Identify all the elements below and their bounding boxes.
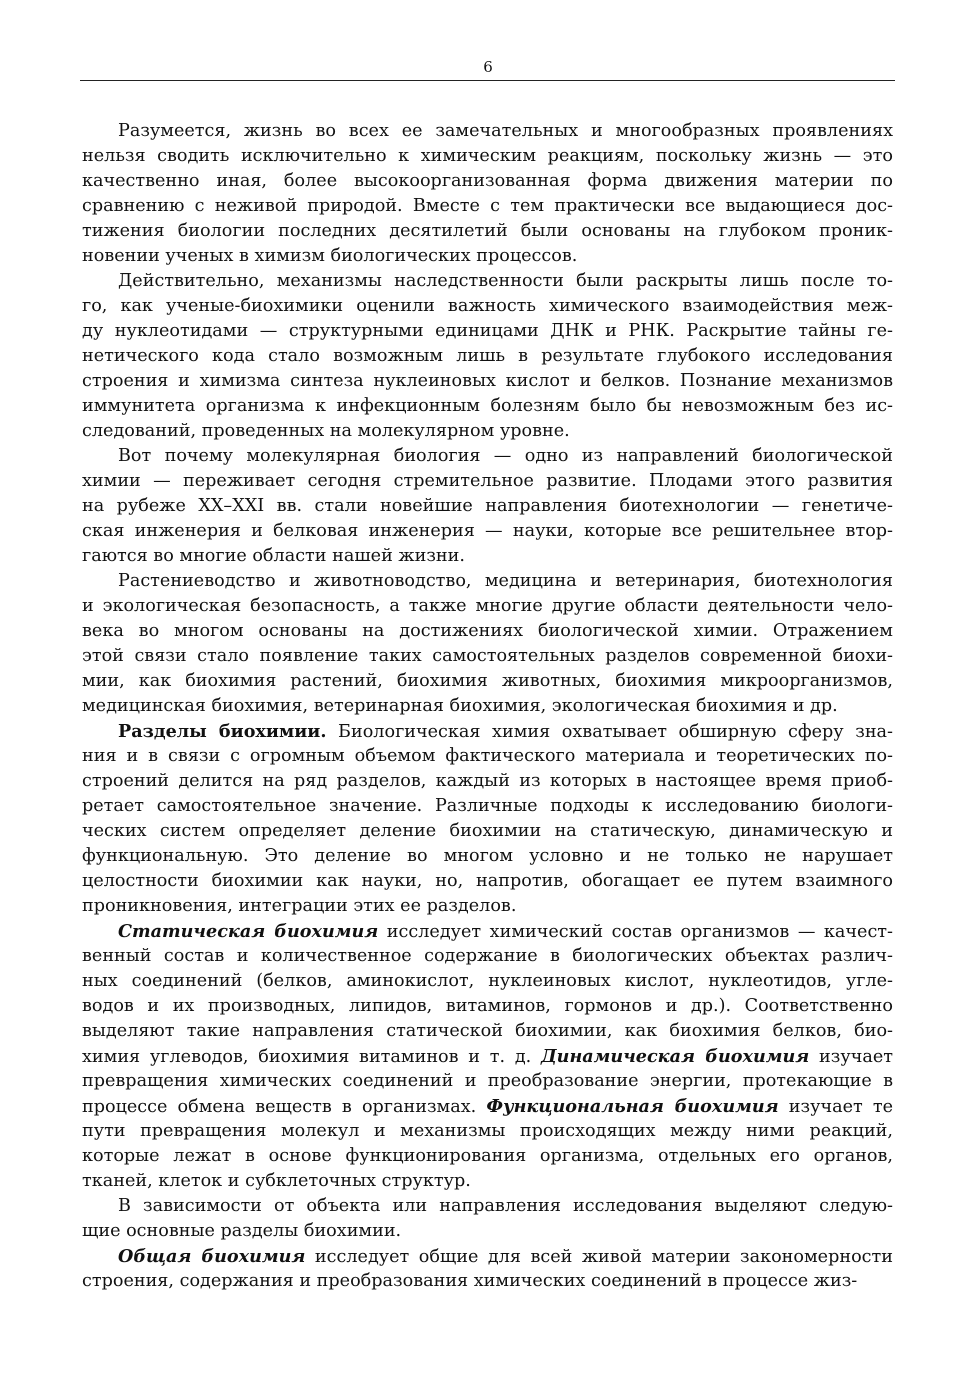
line-text: выделяют такие направления статической биохимии, как биохимия белков, био- bbox=[82, 1021, 893, 1041]
text-line bbox=[82, 919, 893, 944]
text-line bbox=[82, 419, 893, 444]
text-line bbox=[82, 394, 893, 419]
text-line bbox=[82, 1244, 893, 1269]
line-text: строения, содержания и преобразования химических соединений в процессе жиз- bbox=[82, 1271, 858, 1291]
emphasized-term: Разделы биохимии. bbox=[118, 721, 327, 742]
line-text: щие основные разделы биохимии. bbox=[82, 1221, 402, 1241]
line-text: го, как ученые-биохимики оценили важность химического взаимодействия меж- bbox=[82, 296, 893, 316]
text-line bbox=[82, 1119, 893, 1144]
emphasized-term: Статическая биохимия bbox=[118, 921, 379, 942]
line-text: В зависимости от объекта или направления исследования выделяют следую- bbox=[118, 1196, 893, 1216]
text-line bbox=[82, 1219, 893, 1244]
line-text: процессе обмена веществ в организмах. bbox=[82, 1097, 487, 1117]
text-line bbox=[82, 119, 893, 144]
text-line bbox=[82, 494, 893, 519]
text-line bbox=[82, 519, 893, 544]
line-text: венный состав и количественное содержание в биологических объектах различ- bbox=[82, 946, 893, 966]
text-line bbox=[82, 844, 893, 869]
text-line bbox=[82, 169, 893, 194]
line-text: гаются во многие области нашей жизни. bbox=[82, 546, 465, 566]
paragraph bbox=[82, 719, 893, 919]
text-line bbox=[82, 1069, 893, 1094]
line-text: которые лежат в основе функционирования организма, отдельных его органов, bbox=[82, 1146, 893, 1166]
line-text: проникновения, интеграции этих ее разделов. bbox=[82, 896, 517, 916]
text-line bbox=[82, 994, 893, 1019]
line-text: Разумеется, жизнь во всех ее замечательных и многообразных проявлениях bbox=[118, 121, 893, 141]
emphasized-term: Общая биохимия bbox=[118, 1246, 306, 1267]
line-text: водов и их производных, липидов, витаминов, гормонов и др.). Соответственно bbox=[82, 996, 893, 1016]
text-line bbox=[82, 969, 893, 994]
text-line bbox=[82, 319, 893, 344]
paragraph bbox=[82, 444, 893, 569]
line-text: целостности биохимии как науки, но, напротив, обогащает ее путем взаимного bbox=[82, 871, 893, 891]
line-text: строений делится на ряд разделов, каждый из которых в настоящее время приоб- bbox=[82, 771, 893, 791]
text-line bbox=[82, 1194, 893, 1219]
line-text: исследует общие для всей живой материи закономерности bbox=[305, 1247, 893, 1267]
line-text: века во многом основаны на достижениях биологической химии. Отражением bbox=[82, 621, 893, 641]
line-text: Действительно, механизмы наследственности были раскрыты лишь после то- bbox=[118, 271, 893, 291]
text-line bbox=[82, 144, 893, 169]
text-line bbox=[82, 569, 893, 594]
line-text: новении ученых в химизм биологических процессов. bbox=[82, 246, 578, 266]
text-line bbox=[82, 544, 893, 569]
text-line bbox=[82, 1144, 893, 1169]
line-text: нельзя сводить исключительно к химическим реакциям, поскольку жизнь — это bbox=[82, 146, 893, 166]
text-line bbox=[82, 1094, 893, 1119]
text-line bbox=[82, 1019, 893, 1044]
line-text: ская инженерия и белковая инженерия — науки, которые все решительнее втор- bbox=[82, 521, 893, 541]
text-line bbox=[82, 594, 893, 619]
text-line bbox=[82, 744, 893, 769]
line-text: сравнению с неживой природой. Вместе с тем практически все выдающиеся дос- bbox=[82, 196, 893, 216]
line-text: медицинская биохимия, ветеринарная биохимия, экологическая биохимия и др. bbox=[82, 696, 838, 716]
line-text: Растениеводство и животноводство, медицина и ветеринария, биотехнология bbox=[118, 571, 893, 591]
text-line bbox=[82, 469, 893, 494]
line-text: ретает самостоятельное значение. Различные подходы к исследованию биологи- bbox=[82, 796, 893, 816]
text-line bbox=[82, 244, 893, 269]
line-text: нетического кода стало возможным лишь в результате глубокого исследования bbox=[82, 346, 893, 366]
text-line bbox=[82, 694, 893, 719]
line-text: изучает те bbox=[778, 1097, 893, 1117]
text-line bbox=[82, 194, 893, 219]
text-line bbox=[82, 619, 893, 644]
paragraph bbox=[82, 569, 893, 719]
paragraph bbox=[82, 919, 893, 1194]
text-line bbox=[82, 1044, 893, 1069]
line-text: исследует химический состав организмов — качест- bbox=[378, 922, 893, 942]
text-line bbox=[82, 1169, 893, 1194]
line-text: ния и в связи с огромным объемом фактического материала и теоретических по- bbox=[82, 746, 893, 766]
emphasized-term: Динамическая биохимия bbox=[541, 1046, 810, 1067]
line-text: Биологическая химия охватывает обширную сферу зна- bbox=[326, 722, 893, 742]
paragraph bbox=[82, 119, 893, 269]
text-line bbox=[82, 794, 893, 819]
line-text: следований, проведенных на молекулярном уровне. bbox=[82, 421, 570, 441]
line-text: функциональную. Это деление во многом условно и не только не нарушает bbox=[82, 846, 893, 866]
paragraph bbox=[82, 1194, 893, 1244]
page-number: 6 bbox=[483, 58, 493, 76]
text-line bbox=[82, 1269, 893, 1294]
line-text: тижения биологии последних десятилетий были основаны на глубоком проник- bbox=[82, 221, 893, 241]
paragraph bbox=[82, 1244, 893, 1294]
line-text: и экологическая безопасность, а также многие другие области деятельности чело- bbox=[82, 596, 893, 616]
line-text: этой связи стало появление таких самостоятельных разделов современной биохи- bbox=[82, 646, 893, 666]
line-text: на рубеже XX–XXI вв. стали новейшие направления биотехнологии — генетиче- bbox=[82, 496, 893, 516]
text-line bbox=[82, 819, 893, 844]
line-text: химии — переживает сегодня стремительное развитие. Плодами этого развития bbox=[82, 471, 893, 491]
line-text: качественно иная, более высокоорганизованная форма движения материи по bbox=[82, 171, 893, 191]
paragraph bbox=[82, 269, 893, 444]
text-line bbox=[82, 769, 893, 794]
text-line bbox=[82, 294, 893, 319]
text-line bbox=[82, 669, 893, 694]
text-line bbox=[82, 944, 893, 969]
line-text: иммунитета организма к инфекционным болезням было бы невозможным без ис- bbox=[82, 396, 893, 416]
text-line bbox=[82, 444, 893, 469]
line-text: химия углеводов, биохимия витаминов и т. д. bbox=[82, 1047, 542, 1067]
line-text: мии, как биохимия растений, биохимия животных, биохимия микроорганизмов, bbox=[82, 671, 893, 691]
text-line bbox=[82, 369, 893, 394]
text-line bbox=[82, 719, 893, 744]
text-line bbox=[82, 269, 893, 294]
text-line bbox=[82, 894, 893, 919]
emphasized-term: Функциональная биохимия bbox=[486, 1096, 779, 1117]
header-rule bbox=[80, 80, 895, 81]
line-text: ческих систем определяет деление биохимии на статическую, динамическую и bbox=[82, 821, 893, 841]
text-line bbox=[82, 644, 893, 669]
text-line bbox=[82, 869, 893, 894]
line-text: Вот почему молекулярная биология — одно из направлений биологической bbox=[118, 446, 893, 466]
text-body bbox=[82, 119, 893, 1294]
text-line bbox=[82, 219, 893, 244]
line-text: пути превращения молекул и механизмы происходящих между ними реакций, bbox=[82, 1121, 893, 1141]
line-text: изучает bbox=[809, 1047, 893, 1067]
line-text: ных соединений (белков, аминокислот, нуклеиновых кислот, нуклеотидов, угле- bbox=[82, 971, 893, 991]
line-text: ду нуклеотидами — структурными единицами ДНК и РНК. Раскрытие тайны ге- bbox=[82, 321, 893, 341]
line-text: превращения химических соединений и преобразование энергии, протекающие в bbox=[82, 1071, 893, 1091]
line-text: строения и химизма синтеза нуклеиновых кислот и белков. Познание механизмов bbox=[82, 371, 893, 391]
text-line bbox=[82, 344, 893, 369]
line-text: тканей, клеток и субклеточных структур. bbox=[82, 1171, 471, 1191]
